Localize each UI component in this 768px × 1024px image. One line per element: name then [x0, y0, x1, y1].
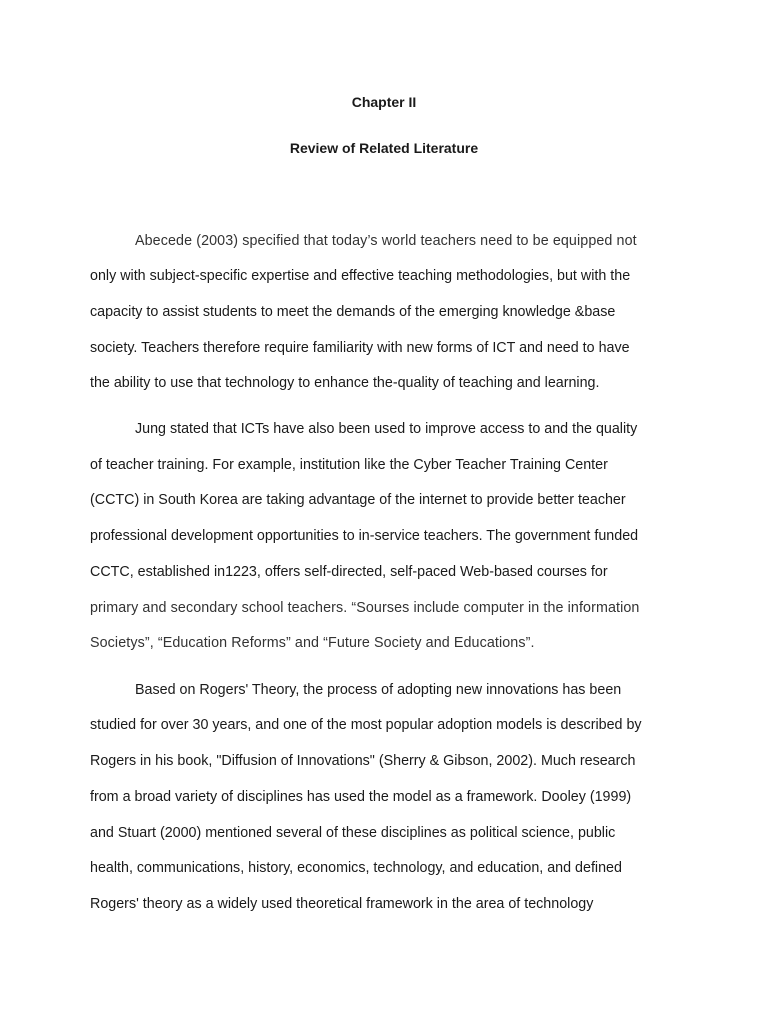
paragraph-line: Societys”, “Education Reforms” and “Future Society and Educations”. [90, 635, 535, 651]
paragraph-line: Jung stated that ICTs have also been used to improve access to and the quality [135, 421, 638, 437]
paragraph-line: the ability to use that technology to enhance the-quality of teaching and learning. [90, 375, 600, 391]
paragraph-line: primary and secondary school teachers. “Sourses include computer in the information [90, 600, 640, 616]
paragraph-line: of teacher training. For example, institution like the Cyber Teacher Training Center [90, 457, 608, 473]
paragraph-line: (CCTC) in South Korea are taking advantage of the internet to provide better teacher [90, 492, 626, 508]
paragraph-line: health, communications, history, economics, technology, and education, and defined [90, 860, 622, 876]
paragraph-line: Based on Rogers' Theory, the process of adopting new innovations has been [135, 682, 622, 698]
paragraph-line: capacity to assist students to meet the demands of the emerging knowledge &base [90, 304, 616, 320]
paragraph-line: and Stuart (2000) mentioned several of these disciplines as political science, public [90, 825, 616, 841]
paragraph-line: Rogers in his book, "Diffusion of Innovations" (Sherry & Gibson, 2002). Much research [90, 753, 636, 769]
paragraph-line: studied for over 30 years, and one of the most popular adoption models is described by [90, 717, 642, 733]
chapter-heading: Chapter II [351, 94, 417, 110]
paragraph-line: CCTC, established in1223, offers self-directed, self-paced Web-based courses for [90, 564, 608, 580]
paragraph-line: only with subject-specific expertise and effective teaching methodologies, but with the [90, 268, 631, 284]
section-title: Review of Related Literature [289, 140, 479, 156]
paragraph-line: society. Teachers therefore require familiarity with new forms of ICT and need to have [90, 340, 630, 356]
paragraph-line: professional development opportunities to in-service teachers. The government funded [90, 528, 639, 544]
paragraph-line: from a broad variety of disciplines has used the model as a framework. Dooley (1999) [90, 789, 632, 805]
paragraph-line: Abecede (2003) specified that today’s world teachers need to be equipped not [135, 233, 637, 249]
paragraph-line: Rogers' theory as a widely used theoretical framework in the area of technology [90, 896, 594, 912]
